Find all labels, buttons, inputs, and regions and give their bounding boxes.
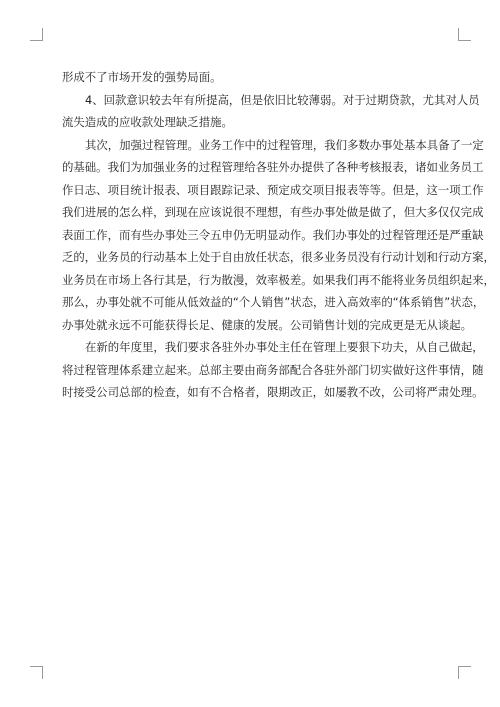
text-line: 表面工作，而有些办事处三令五申仍无明显动作。我们办事处的过程管理还是严重缺 (62, 227, 484, 242)
text-line: 那么，办事处就不可能从低效益的“个人销售”状态，进入高效率的“体系销售”状态， (62, 295, 485, 309)
text-line: 我们进展的怎么样，到现在应该说很不理想，有些办事处做是做了，但大多仅仅完成 (62, 205, 484, 219)
text-line: 流失造成的应收款处理缺乏措施。 (62, 115, 233, 129)
crop-mark-top-right (458, 28, 471, 41)
document-body (62, 66, 495, 404)
crop-mark-bottom-right (458, 666, 471, 679)
crop-mark-top-left (30, 28, 43, 41)
text-line: 的基础。我们为加强业务的过程管理给各驻外办提供了各种考核报表，诸如业务员工 (62, 160, 484, 174)
text-line: 作日志、项目统计报表、项目跟踪记录、预定成交项目报表等等。但是，这一项工作 (62, 182, 484, 197)
text-line: 时接受公司总部的检查，如有不合格者，限期改正，如屡教不改，公司将严肃处理。 (62, 385, 484, 399)
text-line: 4、回款意识较去年有所提高，但是依旧比较薄弱。对于过期贷款，尤其对人员 (85, 92, 480, 107)
text-line: 乏的，业务员的行动基本上处于自由放任状态，很多业务员没有行动计划和行动方案， (62, 250, 495, 264)
text-line: 形成不了市场开发的强势局面。 (62, 70, 222, 84)
text-line: 业务员在市场上各行其是，行为散漫，效率极差。如果我们再不能将业务员组织起来， (62, 272, 495, 287)
text-line: 其次，加强过程管理。业务工作中的过程管理，我们多数办事处基本具备了一定 (85, 137, 484, 152)
text-line: 在新的年度里，我们要求各驻外办事处主任在管理上要狠下功夫，从自己做起， (85, 340, 484, 354)
text-line: 办事处就永远不可能获得长足、健康的发展。公司销售计划的完成更是无从谈起。 (62, 317, 473, 332)
text-line: 将过程管理体系建立起来。总部主要由商务部配合各驻外部门切实做好这件事情，随 (62, 362, 484, 377)
crop-mark-bottom-left (30, 666, 43, 679)
